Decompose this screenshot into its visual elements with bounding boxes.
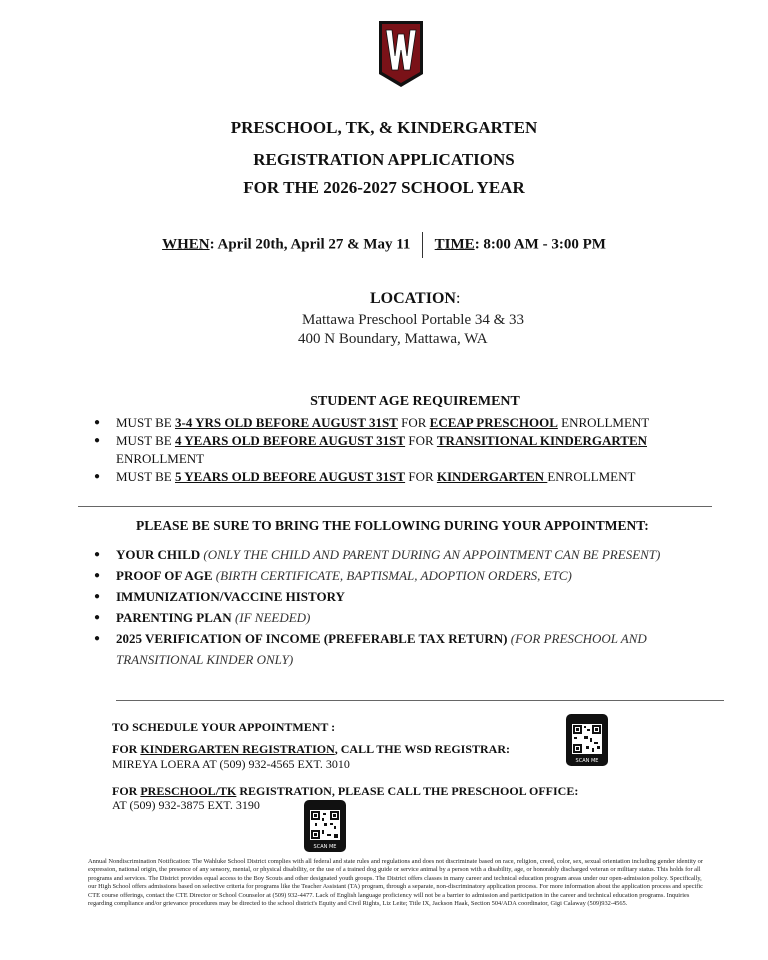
age-requirement-list bbox=[94, 414, 674, 486]
location-label: LOCATION bbox=[370, 290, 456, 307]
list-item: ● YOUR CHILD (ONLY THE CHILD AND PARENT DURING AN APPOINTMENT CAN BE PRESENT) bbox=[94, 544, 714, 565]
list-item: ● PARENTING PLAN (IF NEEDED) bbox=[94, 607, 714, 628]
list-item: ● PROOF OF AGE (BIRTH CERTIFICATE, BAPTISMAL, ADOPTION ORDERS, ETC) bbox=[94, 565, 714, 586]
location-line-2: 400 N Boundary, Mattawa, WA bbox=[298, 331, 488, 347]
time-value: : 8:00 AM - 3:00 PM bbox=[474, 236, 606, 253]
list-item: ● MUST BE 4 YEARS OLD BEFORE AUGUST 31ST FOR TRANSITIONAL KINDERGARTEN ENROLLMENT bbox=[94, 432, 674, 468]
location-heading bbox=[370, 290, 460, 308]
list-item: ● 2025 VERIFICATION OF INCOME (PREFERABLE TAX RETURN) (FOR PRESCHOOL AND TRANSITIONAL KINDER ONLY) bbox=[94, 628, 714, 670]
preschool-line: FOR PRESCHOOL/TK REGISTRATION, PLEASE CALL THE PRESCHOOL OFFICE: bbox=[112, 784, 579, 798]
title-line-2: REGISTRATION APPLICATIONS bbox=[253, 150, 515, 169]
divider-line bbox=[78, 506, 712, 507]
preschool-contact: AT (509) 932-3875 EXT. 3190 bbox=[112, 798, 260, 812]
kindergarten-registration-link[interactable]: KINDERGARTEN REGISTRATION bbox=[140, 742, 335, 756]
age-requirement-heading: STUDENT AGE REQUIREMENT bbox=[310, 394, 520, 409]
when-label: WHEN bbox=[162, 236, 210, 253]
qr-code-icon bbox=[310, 810, 340, 840]
scan-me-label: SCAN ME bbox=[575, 758, 599, 764]
title-line-3: FOR THE 2026-2027 SCHOOL YEAR bbox=[243, 178, 525, 197]
school-logo bbox=[378, 20, 424, 88]
when-time-row bbox=[0, 232, 768, 258]
schedule-heading: TO SCHEDULE YOUR APPOINTMENT : bbox=[112, 720, 336, 734]
qr-code-icon bbox=[572, 724, 602, 754]
list-item: ● MUST BE 3-4 YRS OLD BEFORE AUGUST 31ST FOR ECEAP PRESCHOOL ENROLLMENT bbox=[94, 414, 674, 432]
kindergarten-line: FOR KINDERGARTEN REGISTRATION, CALL THE WSD REGISTRAR: bbox=[112, 742, 511, 756]
kindergarten-contact: MIREYA LOERA AT (509) 932-4565 EXT. 3010 bbox=[112, 757, 350, 771]
divider bbox=[422, 232, 423, 258]
bring-list bbox=[94, 544, 714, 670]
location-colon: : bbox=[455, 290, 461, 307]
time-label: TIME bbox=[434, 236, 475, 253]
bring-heading: PLEASE BE SURE TO BRING THE FOLLOWING DURING YOUR APPOINTMENT: bbox=[136, 518, 649, 533]
divider-line bbox=[116, 700, 724, 701]
title-line-1: PRESCHOOL, TK, & KINDERGARTEN bbox=[230, 118, 538, 137]
when-value: : April 20th, April 27 & May 11 bbox=[209, 236, 411, 253]
scan-me-label: SCAN ME bbox=[313, 844, 337, 850]
kindergarten-qr-code[interactable] bbox=[566, 714, 608, 766]
location-line-1: Mattawa Preschool Portable 34 & 33 bbox=[302, 312, 525, 328]
nondiscrimination-notice: Annual Nondiscrimination Notification: The Wahluke School District complies with all federal and state rules and regulations and does not discriminate based on race, religion, creed, color, sex, sexual orientation including gender identity or expression, national origin, the presence of any sensory, mental, or physical disability, or the use of a trained dog guide or service animal by a person with a disability, age, or honorably discharged veteran or military status. This holds for all programs and services. The District provides equal access to the Boy Scouts and other designated youth groups. The District offers classes in many career and technical education program areas under our open-admission policy. Specifically, our High School offers admissions based on selective criteria for programs like the Teacher Assistant (TA) program, through a separate, non-discriminatory application process. For more information about the application process and specific CTE course offerings, contact the CTE Director or School Counselor at (509) 932-4477. Lack of English language proficiency will not be a barrier to admission and participation in the career and technical education programs. Inquiries regarding compliance and/or grievance procedures may be directed to the school district's Equity and Civil Rights, Liz Leite; Title IX, Jackson Haak, Section 504/ADA coordinator, Gigi Calaway (509)932-4565. bbox=[88, 858, 703, 908]
list-item: ● IMMUNIZATION/VACCINE HISTORY bbox=[94, 586, 714, 607]
preschool-tk-link[interactable]: PRESCHOOL/TK bbox=[140, 784, 237, 798]
preschool-qr-code[interactable] bbox=[304, 800, 346, 852]
list-item: ● MUST BE 5 YEARS OLD BEFORE AUGUST 31ST FOR KINDERGARTEN ENROLLMENT bbox=[94, 468, 674, 486]
